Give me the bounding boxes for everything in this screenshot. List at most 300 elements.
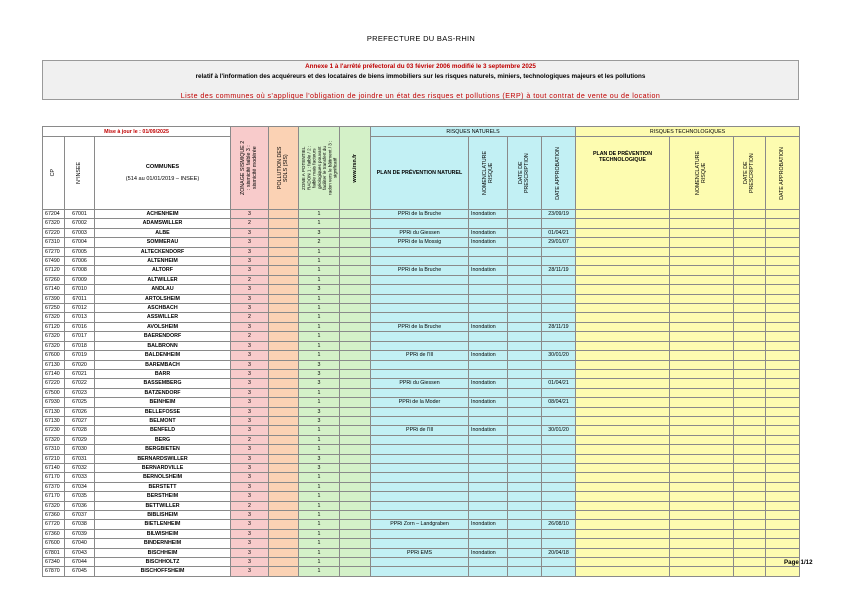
radon-url-cell: [340, 520, 371, 529]
commune-cell: BIBLISHEIM: [95, 511, 231, 520]
header-date-approbation-tech: DATE APPROBATION: [766, 137, 800, 210]
insee-cell: 67020: [65, 360, 95, 369]
radon-url-cell: [340, 398, 371, 407]
header-zonage-sismique: ZONAGE SISMIQUE 2 : sismicité faible 3 : sismicité modérée: [231, 127, 269, 210]
ppr-naturel-cell: [371, 257, 469, 266]
radon-cell: 1: [299, 266, 340, 275]
pollution-cell: [269, 247, 299, 256]
cp-cell: 67500: [43, 388, 65, 397]
nomenclature-tech-cell: [670, 482, 734, 491]
date-approbation-tech-cell: [766, 529, 800, 538]
table-body: [43, 210, 800, 577]
cp-cell: 67140: [43, 369, 65, 378]
nomenclature-tech-cell: [670, 445, 734, 454]
ppr-naturel-cell: [371, 275, 469, 284]
header-pollution-sols: POLLUTION DES SOLS (SIS): [269, 127, 299, 210]
pollution-cell: [269, 558, 299, 567]
date-prescription-tech-cell: [734, 369, 766, 378]
date-approbation-cell: 20/04/18: [542, 548, 576, 557]
zonage-cell: 3: [231, 520, 269, 529]
ppr-tech-cell: [576, 247, 670, 256]
date-approbation-tech-cell: [766, 228, 800, 237]
commune-cell: BISCHHOLTZ: [95, 558, 231, 567]
date-approbation-cell: [542, 219, 576, 228]
commune-cell: BATZENDORF: [95, 388, 231, 397]
zonage-cell: 2: [231, 501, 269, 510]
zonage-cell: 3: [231, 304, 269, 313]
nomenclature-tech-cell: [670, 285, 734, 294]
date-approbation-tech-cell: [766, 539, 800, 548]
date-prescription-tech-cell: [734, 529, 766, 538]
ppr-tech-cell: [576, 257, 670, 266]
commune-cell: BISCHHEIM: [95, 548, 231, 557]
commune-cell: ALTENHEIM: [95, 257, 231, 266]
date-prescription-cell: [508, 360, 542, 369]
nomenclature-tech-cell: [670, 388, 734, 397]
zonage-cell: 3: [231, 454, 269, 463]
ppr-tech-cell: [576, 275, 670, 284]
header-nomenclature-nat: NOMENCLATURE RISQUE: [469, 137, 508, 210]
radon-cell: 1: [299, 294, 340, 303]
insee-cell: 67013: [65, 313, 95, 322]
date-approbation-cell: [542, 558, 576, 567]
pollution-cell: [269, 501, 299, 510]
radon-url-cell: [340, 332, 371, 341]
date-approbation-cell: 30/01/20: [542, 426, 576, 435]
ppr-tech-cell: [576, 454, 670, 463]
nomenclature-tech-cell: [670, 322, 734, 331]
commune-cell: ALTORF: [95, 266, 231, 275]
radon-cell: 1: [299, 482, 340, 491]
annex-decree-line: Annexe 1 à l'arrêté préfectoral du 03 février 2006 modifié le 3 septembre 2025: [305, 63, 536, 70]
radon-cell: 2: [299, 238, 340, 247]
insee-cell: 67006: [65, 257, 95, 266]
date-approbation-cell: [542, 511, 576, 520]
ppr-naturel-cell: [371, 445, 469, 454]
nomenclature-tech-cell: [670, 529, 734, 538]
zonage-cell: 3: [231, 210, 269, 219]
date-approbation-tech-cell: [766, 304, 800, 313]
radon-cell: 1: [299, 304, 340, 313]
pollution-cell: [269, 482, 299, 491]
insee-cell: 67026: [65, 407, 95, 416]
insee-cell: 67028: [65, 426, 95, 435]
date-prescription-cell: [508, 539, 542, 548]
pollution-cell: [269, 228, 299, 237]
date-approbation-tech-cell: [766, 416, 800, 425]
ppr-naturel-cell: PPRi de la Bruche: [371, 266, 469, 275]
pollution-cell: [269, 379, 299, 388]
pollution-cell: [269, 463, 299, 472]
date-prescription-tech-cell: [734, 257, 766, 266]
nomenclature-tech-cell: [670, 558, 734, 567]
ppr-tech-cell: [576, 548, 670, 557]
cp-cell: 67360: [43, 529, 65, 538]
insee-cell: 67009: [65, 275, 95, 284]
ppr-naturel-cell: PPRi du Giessen: [371, 379, 469, 388]
radon-cell: 1: [299, 388, 340, 397]
date-approbation-cell: [542, 482, 576, 491]
ppr-tech-cell: [576, 529, 670, 538]
date-approbation-tech-cell: [766, 454, 800, 463]
date-prescription-tech-cell: [734, 341, 766, 350]
date-prescription-cell: [508, 558, 542, 567]
radon-url-cell: [340, 558, 371, 567]
ppr-naturel-cell: PPRi de la Bruche: [371, 322, 469, 331]
cp-cell: 67204: [43, 210, 65, 219]
table-row: [43, 473, 800, 482]
radon-url-cell: [340, 228, 371, 237]
date-prescription-tech-cell: [734, 332, 766, 341]
ppr-tech-cell: [576, 228, 670, 237]
date-prescription-cell: [508, 369, 542, 378]
pollution-cell: [269, 539, 299, 548]
insee-cell: 67012: [65, 304, 95, 313]
radon-url-cell: [340, 360, 371, 369]
zonage-cell: 3: [231, 398, 269, 407]
ppr-tech-cell: [576, 369, 670, 378]
cp-cell: 67140: [43, 285, 65, 294]
zonage-cell: 3: [231, 539, 269, 548]
nomenclature-cell: [469, 511, 508, 520]
nomenclature-cell: [469, 445, 508, 454]
zonage-cell: 3: [231, 426, 269, 435]
table-row: [43, 341, 800, 350]
header-radon: ZONE A POTENTIEL RADON 1 : faible / 2 : faible mais facteurs géologiques pouvant faciliter le transfert du radon vers le bâtiment / 3 : significatif: [299, 127, 340, 210]
nomenclature-cell: [469, 219, 508, 228]
ppr-naturel-cell: [371, 473, 469, 482]
nomenclature-tech-cell: [670, 210, 734, 219]
nomenclature-tech-cell: [670, 398, 734, 407]
nomenclature-cell: Inondation: [469, 379, 508, 388]
document-title: PREFECTURE DU BAS-RHIN: [366, 34, 476, 43]
date-prescription-cell: [508, 294, 542, 303]
radon-cell: 1: [299, 473, 340, 482]
ppr-naturel-cell: [371, 294, 469, 303]
date-approbation-tech-cell: [766, 435, 800, 444]
insee-cell: 67031: [65, 454, 95, 463]
date-approbation-tech-cell: [766, 369, 800, 378]
pollution-cell: [269, 520, 299, 529]
ppr-tech-cell: [576, 435, 670, 444]
zonage-cell: 3: [231, 247, 269, 256]
zonage-cell: 3: [231, 360, 269, 369]
ppr-naturel-cell: PPRi de l'Ill: [371, 426, 469, 435]
pollution-cell: [269, 341, 299, 350]
ppr-tech-cell: [576, 388, 670, 397]
nomenclature-cell: [469, 501, 508, 510]
insee-cell: 67017: [65, 332, 95, 341]
date-prescription-cell: [508, 275, 542, 284]
radon-url-cell: [340, 473, 371, 482]
header-cp: CP: [43, 137, 65, 210]
table-row: [43, 445, 800, 454]
commune-cell: BALDENHEIM: [95, 351, 231, 360]
date-prescription-tech-cell: [734, 520, 766, 529]
zonage-cell: 2: [231, 219, 269, 228]
ppr-tech-cell: [576, 539, 670, 548]
ppr-naturel-cell: [371, 219, 469, 228]
zonage-cell: 3: [231, 567, 269, 576]
table-row: [43, 322, 800, 331]
date-approbation-cell: [542, 388, 576, 397]
header-ppr-naturel: PLAN DE PRÉVENTION NATUREL: [371, 137, 469, 210]
nomenclature-cell: [469, 539, 508, 548]
ppr-naturel-cell: PPRi de la Mossig: [371, 238, 469, 247]
pollution-cell: [269, 435, 299, 444]
ppr-tech-cell: [576, 473, 670, 482]
insee-cell: 67002: [65, 219, 95, 228]
cp-cell: 67720: [43, 520, 65, 529]
ppr-tech-cell: [576, 426, 670, 435]
table-row: [43, 351, 800, 360]
nomenclature-cell: [469, 341, 508, 350]
insee-cell: 67030: [65, 445, 95, 454]
pollution-cell: [269, 511, 299, 520]
table-row: [43, 482, 800, 491]
date-approbation-cell: [542, 360, 576, 369]
header-risques-technologiques: RISQUES TECHNOLOGIQUES: [576, 127, 800, 137]
pollution-cell: [269, 275, 299, 284]
cp-cell: 67320: [43, 341, 65, 350]
insee-cell: 67032: [65, 463, 95, 472]
date-prescription-cell: [508, 548, 542, 557]
nomenclature-cell: [469, 529, 508, 538]
radon-cell: 1: [299, 341, 340, 350]
date-prescription-tech-cell: [734, 360, 766, 369]
ppr-naturel-cell: PPRi de la Moder: [371, 398, 469, 407]
nomenclature-tech-cell: [670, 473, 734, 482]
cp-cell: 67170: [43, 492, 65, 501]
radon-cell: 1: [299, 558, 340, 567]
date-approbation-cell: [542, 473, 576, 482]
pollution-cell: [269, 266, 299, 275]
pollution-cell: [269, 454, 299, 463]
ppr-naturel-cell: PPRi du Giessen: [371, 228, 469, 237]
header-nomenclature-tech: NOMENCLATURE RISQUE: [670, 137, 734, 210]
pollution-cell: [269, 567, 299, 576]
insee-cell: 67036: [65, 501, 95, 510]
date-prescription-tech-cell: [734, 435, 766, 444]
nomenclature-cell: [469, 435, 508, 444]
date-approbation-tech-cell: [766, 322, 800, 331]
pollution-cell: [269, 473, 299, 482]
ppr-tech-cell: [576, 416, 670, 425]
date-prescription-tech-cell: [734, 426, 766, 435]
pollution-cell: [269, 398, 299, 407]
radon-url-cell: [340, 322, 371, 331]
date-approbation-tech-cell: [766, 238, 800, 247]
nomenclature-cell: Inondation: [469, 266, 508, 275]
commune-cell: ALTECKENDORF: [95, 247, 231, 256]
date-prescription-cell: [508, 228, 542, 237]
nomenclature-cell: [469, 257, 508, 266]
radon-url-cell: [340, 285, 371, 294]
cp-cell: 67600: [43, 351, 65, 360]
radon-cell: 3: [299, 379, 340, 388]
nomenclature-cell: [469, 463, 508, 472]
ppr-naturel-cell: [371, 501, 469, 510]
date-prescription-cell: [508, 511, 542, 520]
cp-cell: 67270: [43, 247, 65, 256]
cp-cell: 67370: [43, 482, 65, 491]
table-row: [43, 558, 800, 567]
nomenclature-tech-cell: [670, 275, 734, 284]
ppr-tech-cell: [576, 501, 670, 510]
radon-url-cell: [340, 351, 371, 360]
insee-cell: 67037: [65, 511, 95, 520]
nomenclature-tech-cell: [670, 369, 734, 378]
commune-cell: BERNARDSWILLER: [95, 454, 231, 463]
cp-cell: 67210: [43, 454, 65, 463]
table-row: [43, 228, 800, 237]
ppr-naturel-cell: [371, 435, 469, 444]
cp-cell: 67320: [43, 332, 65, 341]
cp-cell: 67130: [43, 360, 65, 369]
date-approbation-tech-cell: [766, 501, 800, 510]
radon-url-cell: [340, 304, 371, 313]
radon-cell: 1: [299, 539, 340, 548]
pollution-cell: [269, 219, 299, 228]
commune-cell: BISCHOFFSHEIM: [95, 567, 231, 576]
date-approbation-tech-cell: [766, 275, 800, 284]
date-prescription-tech-cell: [734, 388, 766, 397]
date-prescription-tech-cell: [734, 247, 766, 256]
ppr-naturel-cell: [371, 492, 469, 501]
date-approbation-cell: [542, 313, 576, 322]
commune-cell: BILWISHEIM: [95, 529, 231, 538]
radon-url-cell: [340, 210, 371, 219]
commune-cell: BERNOLSHEIM: [95, 473, 231, 482]
date-approbation-cell: 23/09/19: [542, 210, 576, 219]
radon-url-cell: [340, 247, 371, 256]
date-approbation-cell: [542, 304, 576, 313]
date-prescription-cell: [508, 473, 542, 482]
pollution-cell: [269, 407, 299, 416]
header-date-prescription-tech: DATE DE PRESCRIPTION: [734, 137, 766, 210]
date-approbation-tech-cell: [766, 520, 800, 529]
ppr-naturel-cell: PPRi de la Bruche: [371, 210, 469, 219]
date-prescription-cell: [508, 304, 542, 313]
date-prescription-tech-cell: [734, 463, 766, 472]
commune-cell: ALTWILLER: [95, 275, 231, 284]
date-approbation-tech-cell: [766, 482, 800, 491]
ppr-tech-cell: [576, 407, 670, 416]
radon-url-cell: [340, 454, 371, 463]
ppr-naturel-cell: [371, 369, 469, 378]
date-approbation-cell: 28/11/19: [542, 322, 576, 331]
insee-cell: 67033: [65, 473, 95, 482]
ppr-naturel-cell: PPRi EMS: [371, 548, 469, 557]
ppr-tech-cell: [576, 567, 670, 576]
commune-cell: BASSEMBERG: [95, 379, 231, 388]
date-approbation-tech-cell: [766, 266, 800, 275]
date-approbation-tech-cell: [766, 567, 800, 576]
date-prescription-tech-cell: [734, 351, 766, 360]
pollution-cell: [269, 548, 299, 557]
ppr-tech-cell: [576, 482, 670, 491]
radon-url-cell: [340, 369, 371, 378]
radon-url-cell: [340, 445, 371, 454]
date-approbation-cell: 28/11/19: [542, 266, 576, 275]
date-prescription-tech-cell: [734, 304, 766, 313]
zonage-cell: 3: [231, 322, 269, 331]
zonage-cell: 3: [231, 294, 269, 303]
nomenclature-tech-cell: [670, 463, 734, 472]
commune-cell: ALBE: [95, 228, 231, 237]
header-risques-naturels: RISQUES NATURELS: [371, 127, 576, 137]
commune-cell: ARTOLSHEIM: [95, 294, 231, 303]
page-number: Page 1/12: [784, 559, 813, 566]
insee-cell: 67005: [65, 247, 95, 256]
ppr-naturel-cell: [371, 463, 469, 472]
pollution-cell: [269, 426, 299, 435]
pollution-cell: [269, 369, 299, 378]
insee-cell: 67016: [65, 322, 95, 331]
ppr-tech-cell: [576, 238, 670, 247]
insee-cell: 67018: [65, 341, 95, 350]
insee-cell: 67038: [65, 520, 95, 529]
zonage-cell: 3: [231, 388, 269, 397]
nomenclature-tech-cell: [670, 360, 734, 369]
date-prescription-tech-cell: [734, 416, 766, 425]
nomenclature-tech-cell: [670, 379, 734, 388]
radon-cell: 1: [299, 332, 340, 341]
nomenclature-tech-cell: [670, 539, 734, 548]
nomenclature-tech-cell: [670, 332, 734, 341]
commune-cell: ACHENHEIM: [95, 210, 231, 219]
insee-cell: 67035: [65, 492, 95, 501]
date-approbation-tech-cell: [766, 445, 800, 454]
cp-cell: 67250: [43, 304, 65, 313]
radon-url-cell: [340, 238, 371, 247]
zonage-cell: 3: [231, 379, 269, 388]
cp-cell: 67320: [43, 219, 65, 228]
date-approbation-cell: [542, 501, 576, 510]
radon-cell: 1: [299, 313, 340, 322]
ppr-tech-cell: [576, 360, 670, 369]
table-row: [43, 520, 800, 529]
cp-cell: 67360: [43, 511, 65, 520]
nomenclature-cell: [469, 567, 508, 576]
radon-cell: 1: [299, 529, 340, 538]
ppr-naturel-cell: [371, 539, 469, 548]
ppr-tech-cell: [576, 511, 670, 520]
table-row: [43, 454, 800, 463]
ppr-naturel-cell: [371, 285, 469, 294]
pollution-cell: [269, 332, 299, 341]
radon-cell: 1: [299, 445, 340, 454]
date-approbation-tech-cell: [766, 294, 800, 303]
table-row: [43, 275, 800, 284]
cp-cell: 67320: [43, 313, 65, 322]
commune-cell: BERSTHEIM: [95, 492, 231, 501]
zonage-cell: 3: [231, 548, 269, 557]
date-prescription-tech-cell: [734, 294, 766, 303]
header-insee: N°INSEE: [65, 137, 95, 210]
date-approbation-tech-cell: [766, 219, 800, 228]
date-approbation-cell: [542, 529, 576, 538]
ppr-tech-cell: [576, 285, 670, 294]
date-prescription-tech-cell: [734, 558, 766, 567]
ppr-naturel-cell: [371, 558, 469, 567]
cp-cell: 67220: [43, 228, 65, 237]
update-date-label: Mise à jour le : 01/09/2025: [43, 127, 231, 137]
insee-cell: 67011: [65, 294, 95, 303]
table-row: [43, 435, 800, 444]
pollution-cell: [269, 313, 299, 322]
date-approbation-cell: 08/04/21: [542, 398, 576, 407]
